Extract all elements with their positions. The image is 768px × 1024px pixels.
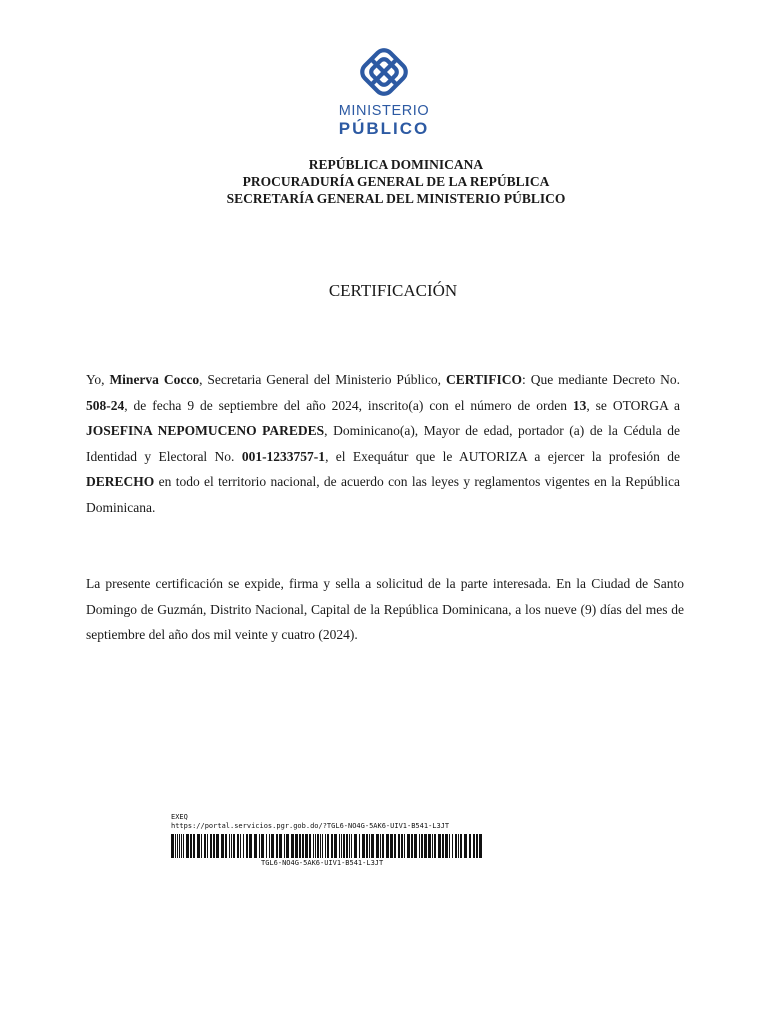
barcode-bar: [201, 834, 202, 858]
barcode-bar: [249, 834, 252, 858]
ministerio-publico-knot-icon: [358, 46, 410, 98]
barcode-bar: [460, 834, 462, 858]
barcode-bar: [464, 834, 467, 858]
barcode-bar: [432, 834, 433, 858]
barcode-bar: [240, 834, 241, 858]
decree-number: 508-24: [86, 397, 125, 413]
logo-text-publico: PÚBLICO: [338, 119, 430, 138]
barcode-bar: [175, 834, 176, 858]
barcode-bar: [302, 834, 304, 858]
barcode-bar: [284, 834, 285, 858]
text-segment: , de fecha 9 de septiembre del año 2024, inscrito(a) con el número de orden: [124, 397, 573, 413]
barcode-bar: [341, 834, 342, 858]
header-secretaria: SECRETARÍA GENERAL DEL MINISTERIO PÚBLICO: [226, 191, 566, 206]
barcode-bar: [362, 834, 365, 858]
barcode-bar: [216, 834, 219, 858]
barcode-bar: [376, 834, 379, 858]
barcode-bar: [225, 834, 227, 858]
barcode-bar: [213, 834, 215, 858]
barcode-bar: [398, 834, 400, 858]
verification-url[interactable]: https://portal.servicios.pgr.gob.do/?TGL6-NO4G-5AK6-UIV1-B541-L3JT: [171, 822, 450, 830]
barcode-bar: [279, 834, 282, 858]
barcode-bar: [371, 834, 374, 858]
barcode-bar: [419, 834, 420, 858]
barcode-bar: [171, 834, 174, 858]
barcode-bar: [331, 834, 333, 858]
barcode-bar: [327, 834, 329, 858]
barcode-bar: [386, 834, 389, 858]
text-segment: Yo,: [86, 372, 110, 387]
text-segment: en todo el territorio nacional, de acuerdo con las leyes y reglamentos vigentes en la República Dominicana.: [86, 474, 680, 515]
barcode-bar: [452, 834, 453, 858]
barcode-bar: [434, 834, 436, 858]
barcode-bar: [424, 834, 427, 858]
order-number: 13: [572, 397, 587, 413]
barcode-bar: [380, 834, 381, 858]
certifico-keyword: CERTIFICO: [445, 372, 523, 387]
verification-barcode: [171, 834, 483, 858]
barcode-bar: [476, 834, 478, 858]
header-country: REPÚBLICA DOMINICANA: [308, 157, 484, 172]
barcode-bar: [438, 834, 441, 858]
barcode-bar: [309, 834, 311, 858]
barcode-bar: [204, 834, 206, 858]
barcode-bar: [401, 834, 403, 858]
document-header: [0, 156, 768, 207]
barcode-bar: [445, 834, 448, 858]
barcode-bar: [469, 834, 471, 858]
barcode-bar: [246, 834, 248, 858]
barcode-bar: [295, 834, 298, 858]
barcode-bar: [343, 834, 345, 858]
barcode-bar: [349, 834, 350, 858]
barcode-bar: [394, 834, 396, 858]
barcode-bar: [179, 834, 180, 858]
barcode-bar: [390, 834, 393, 858]
barcode-bar: [291, 834, 294, 858]
barcode-bar: [428, 834, 431, 858]
issuance-paragraph: La presente certificación se expide, firma y sella a solicitud de la parte interesada. En la Ciudad de Santo Domingo de Guzmán, Distrito Nacional, Capital de la República Dominicana, a los nueve (9) días del mes de septiembre del año dos mil veinte y cuatro (2024).: [86, 576, 684, 643]
barcode-bar: [193, 834, 195, 858]
text-segment: , Dominicano(a), Mayor de edad, portador (a) de la Cédula de Identidad y Electoral No.: [86, 423, 680, 464]
barcode-bar: [229, 834, 230, 858]
barcode-bar: [315, 834, 316, 858]
text-segment: , el Exequátur que le AUTORIZA a ejercer la profesión de: [325, 448, 681, 464]
barcode-bar: [177, 834, 178, 858]
barcode-bar: [231, 834, 232, 858]
barcode-bar: [299, 834, 301, 858]
barcode-bar: [421, 834, 423, 858]
barcode-bar: [317, 834, 319, 858]
logo-text-ministerio: MINISTERIO: [338, 103, 430, 119]
barcode-bar: [259, 834, 260, 858]
barcode-bar: [346, 834, 348, 858]
header-procuraduria: PROCURADURÍA GENERAL DE LA REPÚBLICA: [242, 174, 550, 189]
barcode-bar: [320, 834, 321, 858]
barcode-bar: [366, 834, 368, 858]
barcode-bar: [354, 834, 357, 858]
barcode-bar: [271, 834, 274, 858]
barcode-bar: [181, 834, 182, 858]
barcode-bar: [334, 834, 337, 858]
barcode-bar: [407, 834, 410, 858]
barcode-bar: [221, 834, 224, 858]
barcode-bar: [351, 834, 352, 858]
barcode-bar: [411, 834, 413, 858]
barcode-bar: [210, 834, 212, 858]
barcode-bar: [473, 834, 475, 858]
verification-block: [171, 813, 491, 868]
barcode-bar: [183, 834, 184, 858]
barcode-bar: [382, 834, 384, 858]
text-segment: , Secretaria General del Ministerio Público,: [199, 372, 446, 387]
barcode-bar: [276, 834, 278, 858]
text-segment: , se OTORGA a: [586, 397, 680, 413]
barcode-bar: [207, 834, 208, 858]
barcode-bar: [197, 834, 200, 858]
barcode-bar: [359, 834, 360, 858]
barcode-bar: [233, 834, 235, 858]
beneficiary-name: JOSEFINA NEPOMUCENO PAREDES: [86, 423, 325, 439]
id-number: 001-1233757-1: [241, 448, 326, 464]
barcode-bar: [190, 834, 192, 858]
barcode-bar: [479, 834, 482, 858]
barcode-bar: [449, 834, 450, 858]
verification-label: EXEQ: [171, 813, 188, 821]
text-segment: : Que mediante Decreto No.: [522, 372, 680, 387]
verification-code: TGL6-NO4G-5AK6-UIV1-B541-L3JT: [261, 859, 384, 867]
barcode-bar: [286, 834, 289, 858]
barcode-bar: [269, 834, 270, 858]
barcode-bar: [339, 834, 340, 858]
profession: DERECHO: [86, 474, 155, 490]
barcode-bar: [266, 834, 267, 858]
certification-paragraph: [86, 367, 680, 521]
barcode-bar: [243, 834, 244, 858]
barcode-bar: [237, 834, 239, 858]
document-title: CERTIFICACIÓN: [328, 281, 458, 300]
barcode-bar: [313, 834, 314, 858]
barcode-bar: [261, 834, 264, 858]
barcode-bar: [414, 834, 417, 858]
secretary-name: Minerva Cocco: [109, 372, 200, 387]
barcode-bar: [325, 834, 326, 858]
barcode-bar: [369, 834, 370, 858]
barcode-bar: [455, 834, 457, 858]
barcode-bar: [442, 834, 444, 858]
barcode-bar: [254, 834, 257, 858]
barcode-bar: [305, 834, 308, 858]
barcode-bar: [186, 834, 189, 858]
barcode-bar: [458, 834, 459, 858]
barcode-bar: [322, 834, 323, 858]
ministerio-publico-logo: [0, 46, 768, 138]
barcode-bar: [404, 834, 405, 858]
